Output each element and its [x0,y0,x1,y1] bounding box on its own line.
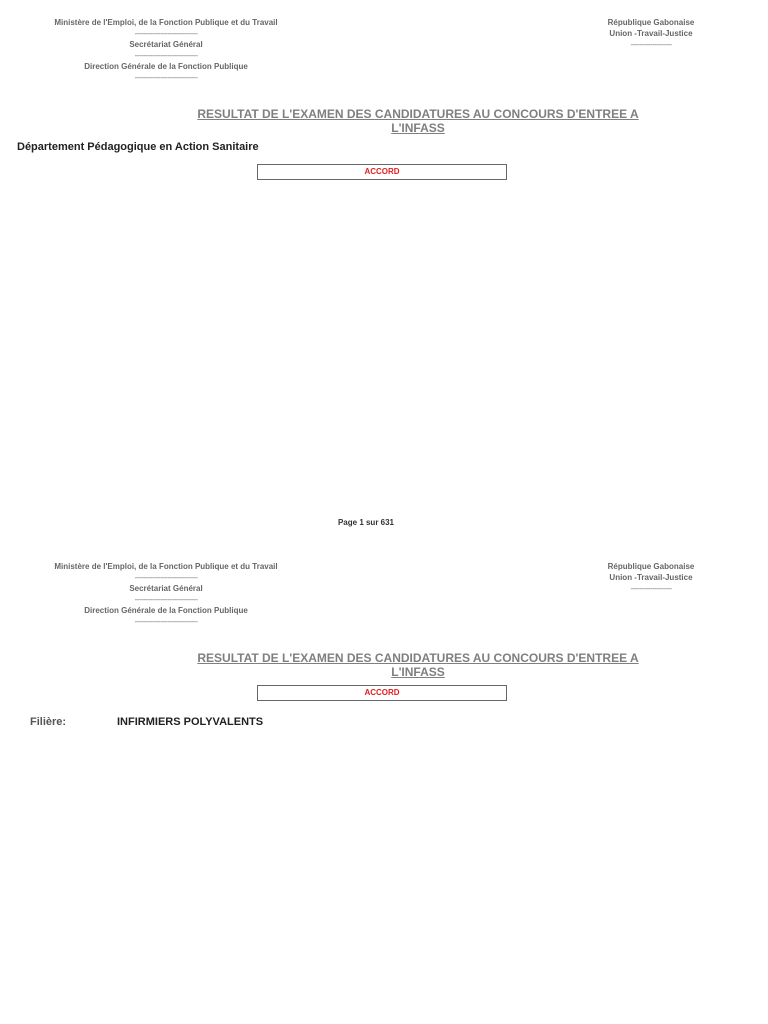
ministry-name: Ministère de l'Emploi, de la Fonction Publique et du Travail [54,562,278,571]
page-number: Page 1 sur 631 [337,518,395,527]
direction-name: Direction Générale de la Fonction Publique [84,62,248,71]
status-badge: ACCORD [257,164,507,180]
header-separator: ------------------- [630,584,672,593]
secretariat-name: Secrétariat Général [129,584,203,593]
republic-header [596,17,706,50]
title-line-1: RESULTAT DE L'EXAMEN DES CANDIDATURES AU CONCOURS D'ENTREE A [197,651,639,665]
ministry-name: Ministère de l'Emploi, de la Fonction Publique et du Travail [54,18,278,27]
title-line-2: L'INFASS [391,665,445,679]
header-separator: ----------------------------- [134,617,198,626]
header-separator: ----------------------------- [134,29,198,38]
filiere-label: Filière: [30,716,67,728]
ministry-header [40,17,292,83]
status-badge: ACCORD [257,685,507,701]
republic-header [596,561,706,594]
secretariat-name: Secrétariat Général [129,40,203,49]
department-heading: Département Pédagogique en Action Sanitaire [17,141,259,153]
republic-name: République Gabonaise [607,18,695,27]
header-separator: ------------------- [630,40,672,49]
title-line-1: RESULTAT DE L'EXAMEN DES CANDIDATURES AU CONCOURS D'ENTREE A [197,107,639,121]
title-line-2: L'INFASS [391,121,445,135]
document-title [170,107,666,135]
header-separator: ----------------------------- [134,73,198,82]
republic-motto: Union -Travail-Justice [609,29,693,38]
header-separator: ----------------------------- [134,595,198,604]
document-title [170,651,666,679]
filiere-value: INFIRMIERS POLYVALENTS [117,716,264,728]
direction-name: Direction Générale de la Fonction Publique [84,606,248,615]
document-page-2 [0,545,768,1024]
header-separator: ----------------------------- [134,573,198,582]
ministry-header [40,561,292,627]
republic-name: République Gabonaise [607,562,695,571]
republic-motto: Union -Travail-Justice [609,573,693,582]
header-separator: ----------------------------- [134,51,198,60]
